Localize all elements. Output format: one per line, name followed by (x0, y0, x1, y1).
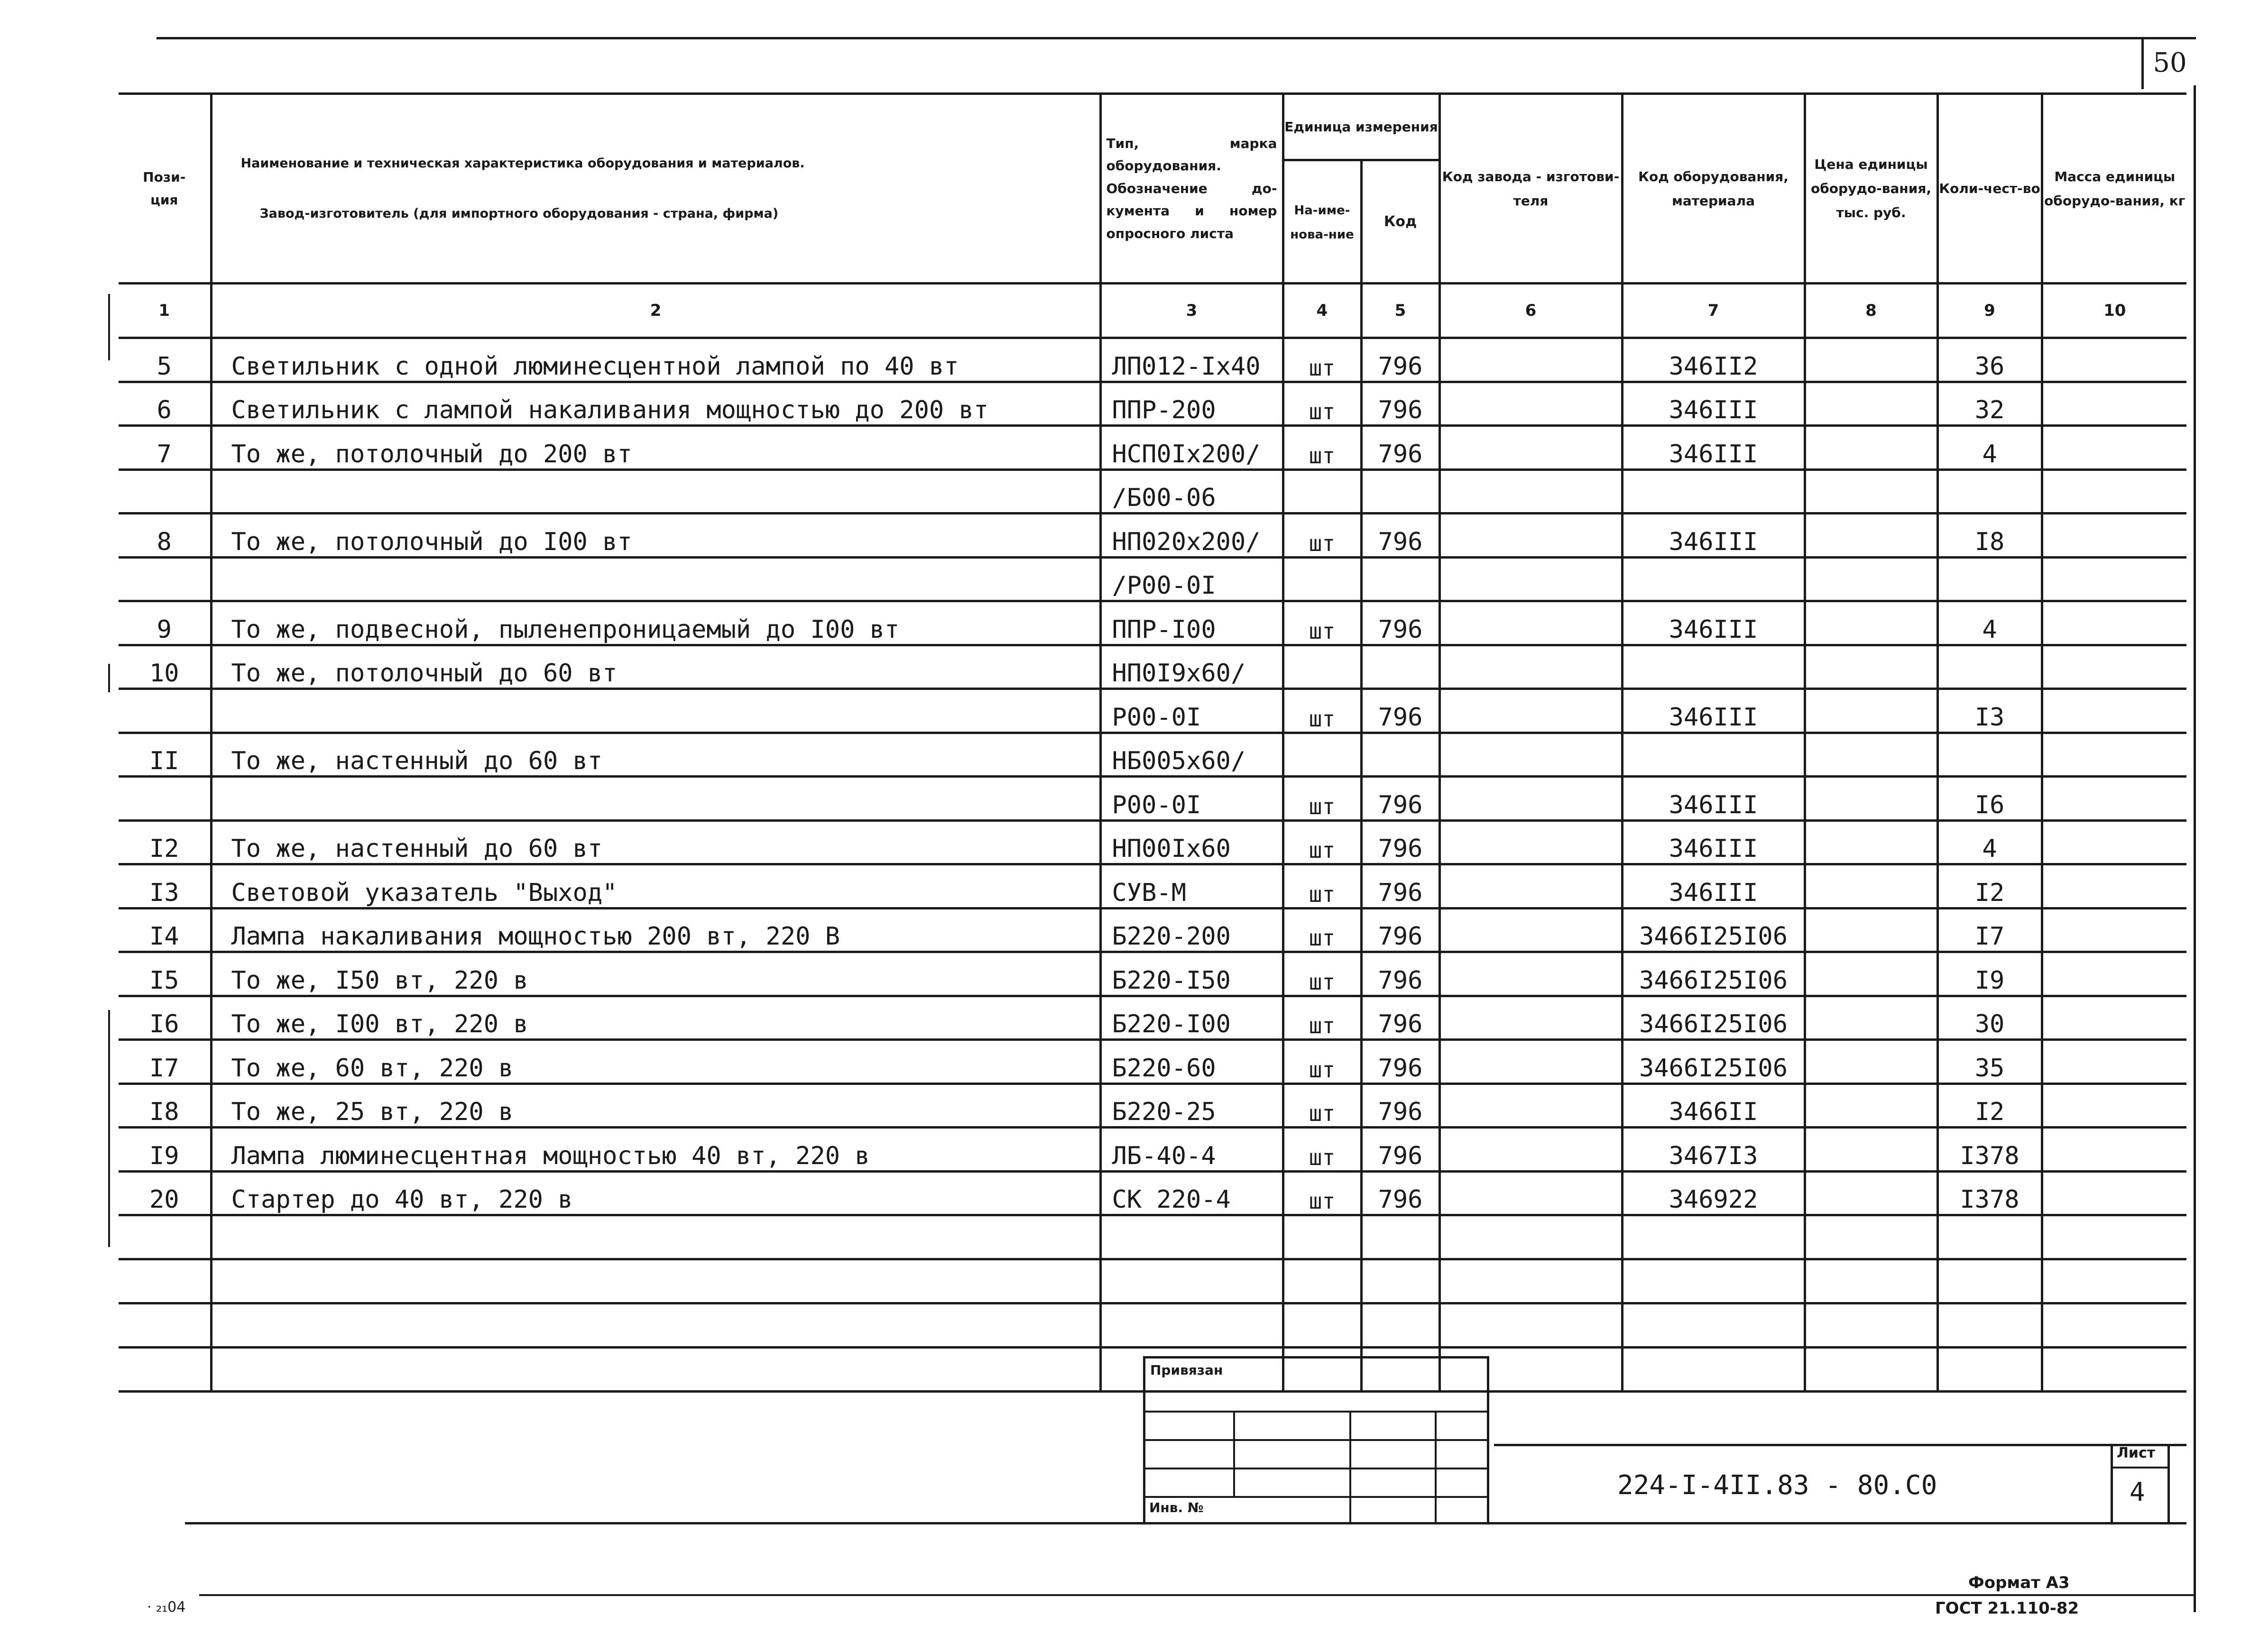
attached-label: Привязан (1150, 1362, 1223, 1378)
quantity-cell: I378 (1937, 1171, 2042, 1215)
header-type-text: Тип, марка оборудования. Обозначение до-кумента и номер опросного листа (1106, 135, 1277, 241)
name-cell (211, 689, 1100, 733)
unit-code-cell: 796 (1361, 514, 1439, 558)
header-unit-code-text: Код (1383, 213, 1417, 230)
attached-vline (1233, 1411, 1235, 1496)
header-quantity-text: Коли-чест-во (1939, 181, 2040, 196)
right-border (2194, 85, 2196, 1612)
type-cell: /Р00-0I (1100, 557, 1283, 601)
unit-cell: шт (1283, 1040, 1361, 1084)
type-cell: НБ005х60/ (1100, 733, 1283, 777)
unit-cell: шт (1283, 426, 1361, 470)
colnum-6: 6 (1439, 284, 1622, 338)
unit-code-cell (1361, 469, 1439, 514)
name-cell: То же, настенный до 60 вт (211, 820, 1100, 864)
position-cell: 10 (119, 645, 211, 689)
price-cell (1805, 557, 1937, 601)
type-cell: ППР-200 (1100, 382, 1283, 426)
position-cell: I4 (119, 908, 211, 952)
unit-cell: шт (1283, 1128, 1361, 1172)
plant-code-cell (1439, 733, 1622, 777)
type-cell: СУВ-М (1100, 864, 1283, 909)
table-row (119, 864, 2186, 909)
price-cell (1805, 1083, 1937, 1128)
position-cell: I5 (119, 952, 211, 996)
mass-cell (2042, 1171, 2186, 1215)
document-code: 224-I-4II.83 - 80.C0 (1617, 1470, 1937, 1501)
price-cell (1805, 689, 1937, 733)
position-cell (119, 557, 211, 601)
header-equipment-code (1622, 94, 1805, 284)
header-name-line1: Наименование и техническая характеристика оборудования и материалов. (240, 156, 805, 171)
unit-cell: шт (1283, 689, 1361, 733)
unit-code-cell: 796 (1361, 1040, 1439, 1084)
plant-code-cell (1439, 777, 1622, 821)
quantity-cell: 30 (1937, 996, 2042, 1040)
name-cell: Стартер до 40 вт, 220 в (211, 1171, 1100, 1215)
price-cell (1805, 1040, 1937, 1084)
header-equipment-code-text: Код оборудования, материала (1638, 168, 1789, 209)
plant-code-cell (1439, 469, 1622, 514)
price-cell (1805, 777, 1937, 821)
colnum-8: 8 (1805, 284, 1937, 338)
position-cell: I3 (119, 864, 211, 909)
unit-cell: шт (1283, 514, 1361, 558)
colnum-9: 9 (1937, 284, 2042, 338)
mass-cell (2042, 689, 2186, 733)
mass-cell (2042, 557, 2186, 601)
top-border (157, 37, 2196, 39)
price-cell (1805, 426, 1937, 470)
plant-code-cell (1439, 952, 1622, 996)
equipment-code-cell (1622, 645, 1805, 689)
table-row (119, 426, 2186, 470)
quantity-cell: I2 (1937, 1083, 2042, 1128)
unit-cell: шт (1283, 338, 1361, 382)
header-row (119, 94, 2186, 160)
unit-code-cell: 796 (1361, 820, 1439, 864)
type-cell: Б220-I00 (1100, 996, 1283, 1040)
type-cell: НСП0Iх200/ (1100, 426, 1283, 470)
equipment-code-cell: 3466I25I06 (1622, 952, 1805, 996)
mass-cell (2042, 1040, 2186, 1084)
plant-code-cell (1439, 1083, 1622, 1128)
blank-row (119, 1215, 2186, 1259)
mass-cell (2042, 338, 2186, 382)
header-price-text: Цена единицы оборудо-вания, тыс. руб. (1811, 156, 1931, 220)
name-cell (211, 557, 1100, 601)
gost-label: ГОСТ 21.110-82 (1935, 1599, 2079, 1618)
colnum-10: 10 (2042, 284, 2186, 338)
type-cell: Р00-0I (1100, 777, 1283, 821)
name-cell: Лампа накаливания мощностью 200 вт, 220 В (211, 908, 1100, 952)
table-row (119, 601, 2186, 645)
mass-cell (2042, 864, 2186, 909)
blank-row (119, 1303, 2186, 1348)
sheet-number: 4 (2130, 1477, 2145, 1507)
plant-code-cell (1439, 908, 1622, 952)
type-cell: ЛБ-40-4 (1100, 1128, 1283, 1172)
price-cell (1805, 864, 1937, 909)
type-cell: Б220-200 (1100, 908, 1283, 952)
unit-code-cell: 796 (1361, 864, 1439, 909)
unit-cell: шт (1283, 908, 1361, 952)
plant-code-cell (1439, 689, 1622, 733)
left-corner-mark: · ₂₁04 (147, 1599, 186, 1615)
mass-cell (2042, 1083, 2186, 1128)
unit-code-cell: 796 (1361, 996, 1439, 1040)
equipment-code-cell: 3466I25I06 (1622, 996, 1805, 1040)
blank-row (119, 1259, 2186, 1303)
mass-cell (2042, 426, 2186, 470)
quantity-cell (1937, 557, 2042, 601)
type-cell: Б220-60 (1100, 1040, 1283, 1084)
quantity-cell: 35 (1937, 1040, 2042, 1084)
header-unit-group-label: Единица измерения (1284, 119, 1438, 135)
type-cell: НП020х200/ (1100, 514, 1283, 558)
mass-cell (2042, 777, 2186, 821)
equipment-code-cell (1622, 557, 1805, 601)
binding-mark (108, 294, 110, 360)
name-cell: То же, потолочный до I00 вт (211, 514, 1100, 558)
quantity-cell: I378 (1937, 1128, 2042, 1172)
equipment-code-cell: 346II2 (1622, 338, 1805, 382)
binding-mark (108, 664, 110, 692)
mass-cell (2042, 908, 2186, 952)
name-cell: То же, 60 вт, 220 в (211, 1040, 1100, 1084)
name-cell: Лампа люминесцентная мощностью 40 вт, 220 в (211, 1128, 1100, 1172)
equipment-code-cell: 346III (1622, 601, 1805, 645)
unit-code-cell (1361, 557, 1439, 601)
quantity-cell (1937, 469, 2042, 514)
inventory-label: Инв. № (1149, 1500, 1204, 1515)
table-row (119, 1171, 2186, 1215)
table-row (119, 1128, 2186, 1172)
unit-cell: шт (1283, 952, 1361, 996)
table-row (119, 820, 2186, 864)
unit-code-cell: 796 (1361, 338, 1439, 382)
quantity-cell: 4 (1937, 820, 2042, 864)
page-number: 50 (2153, 47, 2187, 78)
header-unit-name-text: На-име-нова-ние (1290, 203, 1354, 242)
header-quantity (1937, 94, 2042, 284)
quantity-cell: I7 (1937, 908, 2042, 952)
colnum-3: 3 (1100, 284, 1283, 338)
equipment-code-cell: 346III (1622, 514, 1805, 558)
unit-code-cell: 796 (1361, 689, 1439, 733)
unit-code-cell: 796 (1361, 426, 1439, 470)
quantity-cell (1937, 645, 2042, 689)
unit-cell: шт (1283, 996, 1361, 1040)
mass-cell (2042, 514, 2186, 558)
position-cell: I2 (119, 820, 211, 864)
unit-cell: шт (1283, 382, 1361, 426)
name-cell: То же, потолочный до 60 вт (211, 645, 1100, 689)
plant-code-cell (1439, 820, 1622, 864)
header-type (1100, 94, 1283, 284)
column-number-row (119, 284, 2186, 338)
header-plant-code-text: Код завода - изготови-теля (1442, 168, 1620, 209)
mass-cell (2042, 382, 2186, 426)
position-cell: 9 (119, 601, 211, 645)
unit-cell: шт (1283, 601, 1361, 645)
header-unit-code (1361, 160, 1439, 284)
unit-code-cell: 796 (1361, 601, 1439, 645)
unit-cell: шт (1283, 1083, 1361, 1128)
position-cell: I9 (119, 1128, 211, 1172)
name-cell: Световой указатель "Выход" (211, 864, 1100, 909)
plant-code-cell (1439, 557, 1622, 601)
table-row (119, 689, 2186, 733)
type-cell: СК 220-4 (1100, 1171, 1283, 1215)
unit-cell: шт (1283, 820, 1361, 864)
position-cell: I6 (119, 996, 211, 1040)
price-cell (1805, 382, 1937, 426)
header-mass-text: Масса единицы оборудо-вания, кг (2044, 168, 2186, 209)
type-cell: НП00Iх60 (1100, 820, 1283, 864)
sheet-divider (2113, 1467, 2167, 1468)
price-cell (1805, 733, 1937, 777)
attached-box (1143, 1356, 1489, 1524)
header-name-line2: Завод-изготовитель (для импортного оборудования - страна, фирма) (259, 206, 779, 221)
plant-code-cell (1439, 1171, 1622, 1215)
equipment-code-cell (1622, 469, 1805, 514)
header-plant-code (1439, 94, 1622, 284)
equipment-code-cell: 346III (1622, 864, 1805, 909)
unit-code-cell: 796 (1361, 777, 1439, 821)
equipment-code-cell: 346922 (1622, 1171, 1805, 1215)
plant-code-cell (1439, 1040, 1622, 1084)
header-unit-group (1283, 94, 1439, 160)
type-cell: ППР-I00 (1100, 601, 1283, 645)
plant-code-cell (1439, 338, 1622, 382)
position-cell (119, 689, 211, 733)
unit-code-cell: 796 (1361, 952, 1439, 996)
unit-cell (1283, 557, 1361, 601)
table-row (119, 733, 2186, 777)
position-cell: I7 (119, 1040, 211, 1084)
table-row (119, 952, 2186, 996)
unit-cell (1283, 645, 1361, 689)
position-cell (119, 469, 211, 514)
unit-code-cell: 796 (1361, 1083, 1439, 1128)
attached-vline (1435, 1411, 1437, 1524)
name-cell: То же, 25 вт, 220 в (211, 1083, 1100, 1128)
sheet-box (2111, 1444, 2170, 1524)
equipment-code-cell: 3467I3 (1622, 1128, 1805, 1172)
sheet-label: Лист (2117, 1445, 2156, 1461)
position-cell: II (119, 733, 211, 777)
price-cell (1805, 952, 1937, 996)
unit-code-cell: 796 (1361, 908, 1439, 952)
unit-cell: шт (1283, 864, 1361, 909)
table-row (119, 996, 2186, 1040)
equipment-code-cell: 346III (1622, 689, 1805, 733)
quantity-cell: 4 (1937, 601, 2042, 645)
price-cell (1805, 908, 1937, 952)
name-cell (211, 469, 1100, 514)
plant-code-cell (1439, 601, 1622, 645)
quantity-cell: 4 (1937, 426, 2042, 470)
header-price (1805, 94, 1937, 284)
attached-vline (1349, 1411, 1351, 1524)
equipment-code-cell: 3466I25I06 (1622, 908, 1805, 952)
stamp-top-line (1494, 1444, 2186, 1446)
table-body (119, 338, 2186, 1215)
price-cell (1805, 1171, 1937, 1215)
mass-cell (2042, 645, 2186, 689)
type-cell: /Б00-06 (1100, 469, 1283, 514)
format-label: Формат А3 (1968, 1573, 2070, 1592)
type-cell: Р00-0I (1100, 689, 1283, 733)
name-cell: Светильник с лампой накаливания мощностью до 200 вт (211, 382, 1100, 426)
mass-cell (2042, 952, 2186, 996)
specification-table (119, 92, 2186, 1393)
mass-cell (2042, 469, 2186, 514)
equipment-code-cell: 3466II (1622, 1083, 1805, 1128)
equipment-code-cell: 346III (1622, 777, 1805, 821)
colnum-4: 4 (1283, 284, 1361, 338)
mass-cell (2042, 820, 2186, 864)
quantity-cell: I8 (1937, 514, 2042, 558)
plant-code-cell (1439, 645, 1622, 689)
name-cell: То же, настенный до 60 вт (211, 733, 1100, 777)
quantity-cell: 32 (1937, 382, 2042, 426)
position-cell: 5 (119, 338, 211, 382)
unit-cell (1283, 469, 1361, 514)
quantity-cell: I9 (1937, 952, 2042, 996)
plant-code-cell (1439, 426, 1622, 470)
plant-code-cell (1439, 514, 1622, 558)
quantity-cell: I3 (1937, 689, 2042, 733)
type-cell: НП0I9х60/ (1100, 645, 1283, 689)
price-cell (1805, 338, 1937, 382)
name-cell: То же, I50 вт, 220 в (211, 952, 1100, 996)
binding-mark (108, 1010, 110, 1247)
position-cell (119, 777, 211, 821)
unit-code-cell: 796 (1361, 382, 1439, 426)
header-position (119, 94, 211, 284)
table-row (119, 1040, 2186, 1084)
type-cell: Б220-25 (1100, 1083, 1283, 1128)
price-cell (1805, 514, 1937, 558)
quantity-cell: I6 (1937, 777, 2042, 821)
colnum-7: 7 (1622, 284, 1805, 338)
name-cell (211, 777, 1100, 821)
plant-code-cell (1439, 1128, 1622, 1172)
plant-code-cell (1439, 864, 1622, 909)
price-cell (1805, 601, 1937, 645)
equipment-code-cell: 3466I25I06 (1622, 1040, 1805, 1084)
equipment-code-cell (1622, 733, 1805, 777)
type-cell: Б220-I50 (1100, 952, 1283, 996)
header-unit-name (1283, 160, 1361, 284)
price-cell (1805, 996, 1937, 1040)
mass-cell (2042, 1128, 2186, 1172)
table-row (119, 382, 2186, 426)
colnum-5: 5 (1361, 284, 1439, 338)
table-row (119, 908, 2186, 952)
unit-code-cell (1361, 733, 1439, 777)
price-cell (1805, 469, 1937, 514)
table-row (119, 338, 2186, 382)
unit-cell: шт (1283, 777, 1361, 821)
equipment-code-cell: 346III (1622, 382, 1805, 426)
footer-line (199, 1594, 2196, 1596)
header-name (211, 94, 1100, 284)
position-cell: 20 (119, 1171, 211, 1215)
unit-code-cell: 796 (1361, 1171, 1439, 1215)
quantity-cell (1937, 733, 2042, 777)
price-cell (1805, 1128, 1937, 1172)
unit-code-cell: 796 (1361, 1128, 1439, 1172)
table-row (119, 469, 2186, 514)
position-cell: 7 (119, 426, 211, 470)
unit-cell: шт (1283, 1171, 1361, 1215)
colnum-2: 2 (211, 284, 1100, 338)
table-row (119, 645, 2186, 689)
position-cell: I8 (119, 1083, 211, 1128)
table-row (119, 1083, 2186, 1128)
name-cell: То же, I00 вт, 220 в (211, 996, 1100, 1040)
plant-code-cell (1439, 382, 1622, 426)
equipment-code-cell: 346III (1622, 426, 1805, 470)
table-row (119, 777, 2186, 821)
unit-code-cell (1361, 645, 1439, 689)
position-cell: 6 (119, 382, 211, 426)
equipment-code-cell: 346III (1622, 820, 1805, 864)
name-cell: То же, подвесной, пыленепроницаемый до I00 вт (211, 601, 1100, 645)
mass-cell (2042, 601, 2186, 645)
plant-code-cell (1439, 996, 1622, 1040)
table-row (119, 514, 2186, 558)
unit-cell (1283, 733, 1361, 777)
price-cell (1805, 820, 1937, 864)
price-cell (1805, 645, 1937, 689)
quantity-cell: I2 (1937, 864, 2042, 909)
mass-cell (2042, 733, 2186, 777)
colnum-1: 1 (119, 284, 211, 338)
position-cell: 8 (119, 514, 211, 558)
quantity-cell: 36 (1937, 338, 2042, 382)
name-cell: Светильник с одной люминесцентной лампой по 40 вт (211, 338, 1100, 382)
type-cell: ЛП012-Iх40 (1100, 338, 1283, 382)
name-cell: То же, потолочный до 200 вт (211, 426, 1100, 470)
mass-cell (2042, 996, 2186, 1040)
header-mass (2042, 94, 2186, 284)
header-position-text: Пози- ция (143, 169, 186, 208)
table-row (119, 557, 2186, 601)
